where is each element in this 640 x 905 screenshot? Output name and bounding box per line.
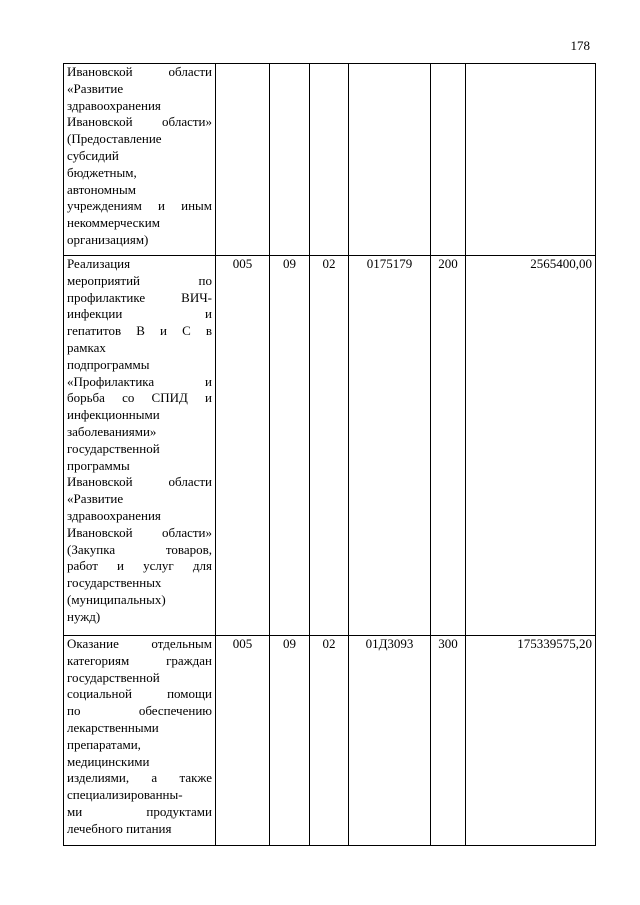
description-line: «Развитие: [67, 80, 124, 96]
description-line: государственной: [67, 440, 160, 456]
expense-type-cell: [431, 64, 466, 256]
description-line: инфекции и: [67, 306, 212, 322]
description-line: здравоохранения: [67, 97, 161, 113]
description-line: лечебного питания: [67, 820, 172, 836]
ministry-code-cell: 005: [216, 256, 270, 636]
description-line: борьба со СПИД и: [67, 390, 212, 406]
description-line: учреждениям и иным: [67, 198, 212, 214]
description-line: нужд): [67, 608, 101, 624]
section-code-cell: [270, 64, 310, 256]
description-line: некоммерческим: [67, 215, 160, 231]
description-line: «Развитие: [67, 491, 124, 507]
description-line: подпрограммы: [67, 356, 150, 372]
table-row: [64, 256, 596, 636]
description-line: «Профилактика и: [67, 373, 212, 389]
description-line: субсидий: [67, 147, 119, 163]
subsection-code-cell: 02: [310, 256, 349, 636]
description-line: государственных: [67, 575, 162, 591]
target-article-cell: [349, 64, 431, 256]
page-number: 178: [570, 38, 590, 53]
description-line: Ивановской области»: [67, 524, 212, 540]
description-line: специализированны-: [67, 787, 183, 803]
section-code-cell: 09: [270, 636, 310, 846]
description-line: изделиями, а также: [67, 770, 212, 786]
description-line: работ и услуг для: [67, 558, 212, 574]
description-line: автономным: [67, 181, 136, 197]
description-line: организациям): [67, 231, 149, 247]
description-line: лекарственными: [67, 719, 159, 735]
description-line: категориям граждан: [67, 652, 212, 668]
description-line: инфекционными: [67, 407, 160, 423]
budget-table: [63, 63, 596, 846]
description-line: Оказание отдельным: [67, 636, 212, 651]
description-line: гепатитов В и С в: [67, 323, 212, 339]
description-line: Ивановской области: [67, 474, 212, 490]
description-line: препаратами,: [67, 736, 141, 752]
expense-type-cell: 200: [431, 256, 466, 636]
description-line: ми продуктами: [67, 803, 212, 819]
description-cell: [64, 64, 216, 256]
table-row: [64, 636, 596, 846]
description-line: программы: [67, 457, 130, 473]
description-line: здравоохранения: [67, 507, 161, 523]
description-line: социальной помощи: [67, 686, 212, 702]
description-line: государственной: [67, 669, 160, 685]
description-cell: [64, 256, 216, 636]
subsection-code-cell: 02: [310, 636, 349, 846]
subsection-code-cell: [310, 64, 349, 256]
description-line: медицинскими: [67, 753, 150, 769]
description-line: бюджетным,: [67, 164, 137, 180]
description-line: (муниципальных): [67, 591, 166, 607]
table-row: [64, 64, 596, 256]
description-line: Ивановской области»: [67, 114, 212, 130]
description-line: рамках: [67, 339, 106, 355]
description-cell: [64, 636, 216, 846]
description-line: мероприятий по: [67, 272, 212, 288]
description-line: Ивановской области: [67, 64, 212, 79]
amount-cell: [466, 64, 596, 256]
expense-type-cell: 300: [431, 636, 466, 846]
amount-cell: 175339575,20: [466, 636, 596, 846]
target-article-cell: 0175179: [349, 256, 431, 636]
description-line: по обеспечению: [67, 703, 212, 719]
amount-cell: 2565400,00: [466, 256, 596, 636]
description-line: (Закупка товаров,: [67, 541, 212, 557]
description-line: заболеваниями»: [67, 423, 157, 439]
target-article-cell: 01Д3093: [349, 636, 431, 846]
ministry-code-cell: [216, 64, 270, 256]
ministry-code-cell: 005: [216, 636, 270, 846]
section-code-cell: 09: [270, 256, 310, 636]
description-line: профилактике ВИЧ-: [67, 289, 212, 305]
description-line: (Предоставление: [67, 131, 162, 147]
description-line: Реализация: [67, 256, 131, 271]
